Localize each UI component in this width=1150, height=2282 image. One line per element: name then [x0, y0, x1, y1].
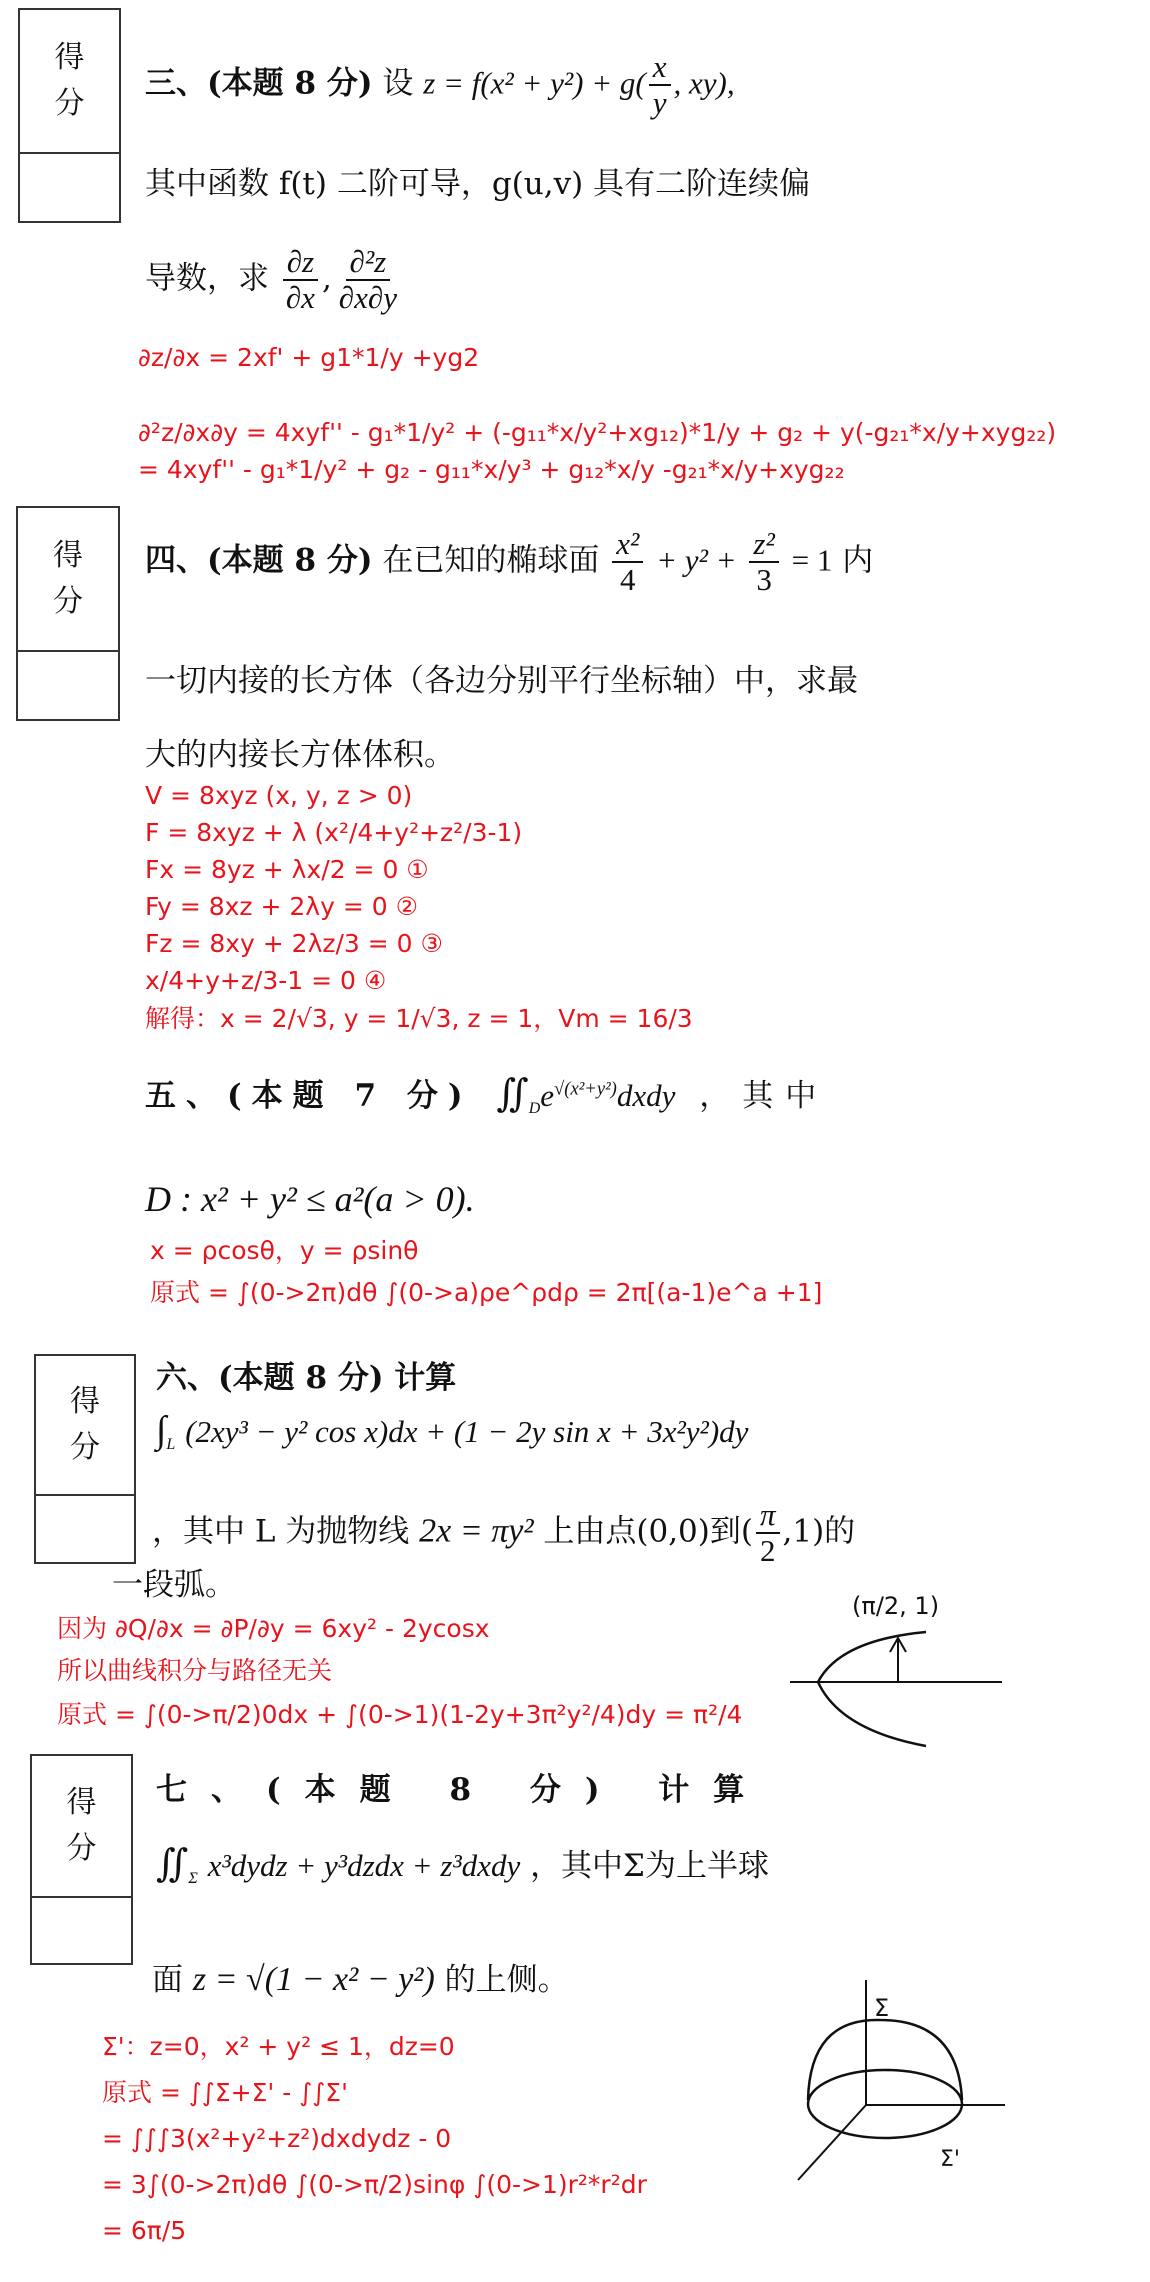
- q4-answer-7: 解得：x = 2/√3, y = 1/√3, z = 1，Vm = 16/3: [145, 1004, 693, 1033]
- q6-integral-sign: ∫: [156, 1409, 167, 1451]
- q7-line2-suffix: 的上侧。: [444, 1962, 569, 1998]
- q3-frac-num: x: [649, 50, 671, 86]
- q4-answer-4: Fy = 8xz + 2λy = 0 ②: [145, 892, 418, 921]
- q6-formula-line: [156, 1408, 748, 1454]
- q4-frac-x-den: 4: [620, 562, 636, 598]
- q4-frac-x: [612, 527, 643, 597]
- q6-line-c: ,1)的: [782, 1513, 856, 1550]
- q3-fraction: [649, 50, 671, 120]
- q5-answer-2: 原式 = ∫(0->2π)dθ ∫(0->a)ρe^ρdρ = 2π[(a-1)e^a +1]: [150, 1278, 823, 1307]
- q4-frac-z-num: z²: [749, 527, 778, 563]
- q4-answer-1: V = 8xyz (x, y, z > 0): [145, 781, 413, 810]
- score-label-top: 得: [66, 1784, 97, 1820]
- q3-statement: [145, 50, 735, 120]
- q4-frac-x-num: x²: [612, 527, 643, 563]
- q6-answer-3: 原式 = ∫(0->π/2)0dx + ∫(0->1)(1-2y+3π²y²/4)dy = π²/4: [57, 1700, 743, 1729]
- q7-surface: z = √(1 − x² − y²): [192, 1961, 435, 1998]
- q6-answer-2: 所以曲线积分与路径无关: [57, 1656, 333, 1685]
- score-label-bottom: 分: [70, 1430, 100, 1465]
- q7-surface-subscript: Σ: [188, 1870, 198, 1888]
- score-label-top: 得: [54, 39, 85, 75]
- q4-line2: 一切内接的长方体（各边分别平行坐标轴）中，求最: [145, 663, 858, 699]
- q7-formula: x³dydz + y³dzdx + z³dxdy: [207, 1848, 521, 1883]
- q7-formula-line: [156, 1842, 769, 1888]
- q7-answer-4: = 3∫(0->2π)dθ ∫(0->π/2)sinφ ∫(0->1)r²*r²dr: [102, 2170, 647, 2199]
- q3-deriv1: [282, 245, 319, 315]
- q4-frac-z: [749, 527, 778, 597]
- q5-integrand: e: [540, 1078, 555, 1113]
- q4-answer-3: Fx = 8yz + λx/2 = 0 ①: [145, 855, 429, 884]
- q6-endpoint-num: π: [756, 1498, 780, 1534]
- q4-plus-y: + y² +: [656, 542, 737, 578]
- q6-line-d: 一段弧。: [112, 1567, 236, 1603]
- q3-deriv2-num: ∂²z: [346, 245, 391, 281]
- q6-line2: [152, 1498, 855, 1568]
- q7-line2: [152, 1960, 569, 2001]
- q3-line3: 导数，求 $\frac{\partial z}{\partial x}$ , $\frac{\text{∂²z}}{\partial x\partial y}$: [145, 245, 404, 315]
- q3-formula-rhs: , xy),: [673, 65, 735, 101]
- q3-deriv1-den: ∂x: [285, 280, 315, 316]
- score-label-bottom: 分: [53, 584, 83, 619]
- q5-answer-1: x = ρcosθ，y = ρsinθ: [150, 1236, 419, 1265]
- q3-deriv2-den: ∂x∂y: [338, 280, 397, 316]
- q6-heading: 六、(本题 8 分) 计算: [156, 1360, 457, 1396]
- q5-dxdy: dxdy: [616, 1078, 676, 1113]
- q6-line-b: 上由点(0,0)到(: [543, 1513, 753, 1550]
- q3-deriv1-num: ∂z: [283, 245, 318, 281]
- q7-answer-5: = 6π/5: [102, 2216, 187, 2245]
- q6-parabola-figure: [780, 1580, 1010, 1755]
- q6-endpoint-den: 2: [759, 1533, 776, 1569]
- q6-endpoint-frac: [756, 1498, 780, 1568]
- score-box-q4: [16, 506, 120, 721]
- q6-path-subscript: L: [166, 1436, 176, 1454]
- q7-figure-sigma-prime: Σ': [940, 2147, 960, 2172]
- q5-heading: 五、(本题 7 分): [145, 1078, 473, 1114]
- hemisphere-dome: [808, 2020, 962, 2100]
- q3-line3-prefix: 导数，求: [145, 260, 269, 297]
- q3-answer-2: ∂²z/∂x∂y = 4xyf'' - g₁*1/y² + (-g₁₁*x/y²+xg₁₂)*1/y + g₂ + y(-g₂₁*x/y+xyg₂₂): [138, 418, 1057, 447]
- score-box-q3: [18, 8, 121, 223]
- q7-tail: ，其中Σ为上半球: [530, 1848, 769, 1884]
- q4-answer-2: F = 8xyz + λ (x²/4+y²+z²/3-1): [145, 818, 523, 847]
- q3-deriv2: [335, 245, 401, 315]
- q7-double-integral: ∬: [156, 1843, 189, 1885]
- q7-figure-sigma: Σ: [874, 1994, 890, 2022]
- q7-answer-2: 原式 = ∫∫Σ+Σ' - ∫∫Σ': [102, 2078, 348, 2107]
- q5-exponent: √(x²+y²): [554, 1078, 617, 1100]
- q5-tail: ，其中: [699, 1078, 829, 1114]
- q4-tail: 内: [842, 542, 874, 579]
- q3-answer-3: = 4xyf'' - g₁*1/y² + g₂ - g₁₁*x/y³ + g₁₂*x/y -g₂₁*x/y+xyg₂₂: [138, 455, 845, 484]
- q5-statement: [145, 1072, 828, 1118]
- q3-formula-lhs: z = f(x² + y²) + g(: [423, 65, 646, 101]
- q5-domain: D : x² + y² ≤ a²(a > 0).: [145, 1179, 475, 1219]
- q6-parabola: 2x = πy²: [419, 1512, 534, 1550]
- q7-heading: 七、(本题 8 分) 计算: [156, 1772, 769, 1808]
- q7-line2-prefix: 面: [152, 1962, 183, 1998]
- q4-answer-6: x/4+y+z/3-1 = 0 ④: [145, 966, 387, 995]
- q5-double-integral: ∬: [496, 1073, 529, 1115]
- q4-statement: [145, 527, 873, 597]
- parabola-curve: [818, 1632, 926, 1746]
- score-box-q6: [34, 1354, 136, 1564]
- score-label-top: 得: [53, 537, 83, 573]
- q6-figure-label: (π/2, 1): [852, 1592, 940, 1620]
- score-label-top: 得: [70, 1383, 100, 1419]
- q3-frac-den: y: [652, 85, 667, 121]
- q6-answer-1: 因为 ∂Q/∂x = ∂P/∂y = 6xy² - 2ycosx: [57, 1614, 490, 1643]
- score-label-bottom: 分: [66, 1831, 97, 1866]
- q7-answer-3: = ∫∫∫3(x²+y²+z²)dxdydz - 0: [102, 2124, 452, 2153]
- x-axis-3d: [798, 2105, 866, 2180]
- q6-formula: (2xy³ − y² cos x)dx + (1 − 2y sin x + 3x²y²)dy: [185, 1414, 749, 1449]
- q6-line-a: ，其中 L 为抛物线: [152, 1513, 410, 1550]
- q3-intro: 设: [382, 65, 414, 102]
- q3-heading: 三、(本题 8 分): [145, 65, 373, 102]
- q4-heading: 四、(本题 8 分): [145, 542, 373, 579]
- q4-frac-z-den: 3: [756, 562, 772, 598]
- q3-line2: 其中函数 f(t) 二阶可导，g(u,v) 具有二阶连续偏: [145, 166, 811, 202]
- q4-intro: 在已知的椭球面: [382, 542, 600, 579]
- q7-answer-1: Σ'：z=0，x² + y² ≤ 1，dz=0: [102, 2032, 455, 2061]
- q7-hemisphere-figure: [780, 1980, 1030, 2195]
- q4-answer-5: Fz = 8xy + 2λz/3 = 0 ③: [145, 929, 443, 958]
- q4-eq-one: = 1: [791, 542, 833, 578]
- q3-answer-1: ∂z/∂x = 2xf' + g1*1/y +yg2: [138, 343, 480, 372]
- score-box-q7: [30, 1754, 133, 1965]
- score-label-bottom: 分: [54, 86, 85, 121]
- q4-line3: 大的内接长方体体积。: [145, 737, 455, 773]
- q5-domain-subscript: D: [528, 1100, 541, 1118]
